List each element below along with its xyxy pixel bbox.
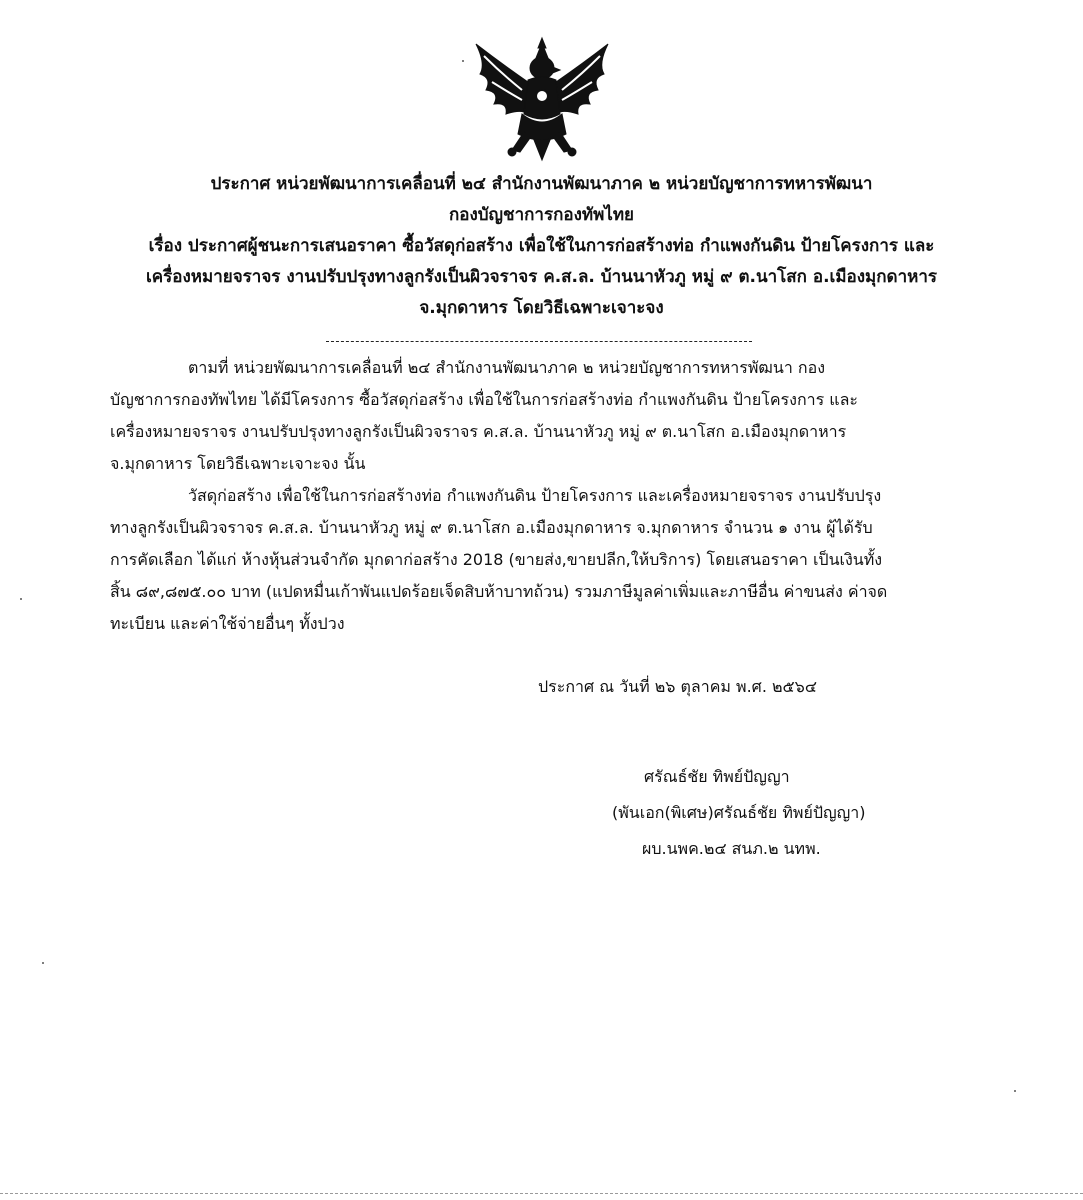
paragraph-1-line-2: บัญชาการกองทัพไทย ได้มีโครงการ ซื้อวัสดุก่อสร้าง เพื่อใช้ในการก่อสร้างท่อ กำแพงกันดิน ป้ายโครงการ และ xyxy=(110,390,859,409)
paragraph-1-line-1: ตามที่ หน่วยพัฒนาการเคลื่อนที่ ๒๔ สำนักงานพัฒนาภาค ๒ หน่วยบัญชาการทหารพัฒนา กอง xyxy=(188,358,825,377)
signature-name: ศรัณธ์ชัย ทิพย์ปัญญา xyxy=(644,767,790,786)
title-line-1: ประกาศ หน่วยพัฒนาการเคลื่อนที่ ๒๔ สำนักงานพัฒนาภาค ๒ หน่วยบัญชาการทหารพัฒนา xyxy=(210,174,873,194)
header-divider xyxy=(326,341,752,342)
scan-speck xyxy=(1014,1090,1016,1092)
scan-speck xyxy=(20,598,22,600)
scan-speck xyxy=(462,60,464,62)
paragraph-2-line-4: สิ้น ๘๙,๘๗๕.๐๐ บาท (แปดหมื่นเก้าพันแปดร้อยเจ็ดสิบห้าบาทถ้วน) รวมภาษีมูลค่าเพิ่มและภาษีอื่น ค่าขนส่ง ค่าจด xyxy=(110,582,888,601)
paragraph-1-line-4: จ.มุกดาหาร โดยวิธีเฉพาะเจาะจง นั้น xyxy=(110,454,366,473)
subject-line-2: เครื่องหมายจราจร งานปรับปรุงทางลูกรังเป็นผิวจราจร ค.ส.ล. บ้านนาหัวภู หมู่ ๙ ต.นาโสก อ.เมืองมุกดาหาร xyxy=(145,267,938,287)
announcement-date: ประกาศ ณ วันที่ ๒๖ ตุลาคม พ.ศ. ๒๕๖๔ xyxy=(538,677,817,696)
paragraph-2-line-3: การคัดเลือก ได้แก่ ห้างหุ้นส่วนจำกัด มุกดาก่อสร้าง 2018 (ขายส่ง,ขายปลีก,ให้บริการ) โดยเสนอราคา เป็นเงินทั้ง xyxy=(110,550,883,569)
scan-speck xyxy=(42,962,44,964)
title-line-2: กองบัญชาการกองทัพไทย xyxy=(448,205,635,225)
paragraph-2-line-2: ทางลูกรังเป็นผิวจราจร ค.ส.ล. บ้านนาหัวภู หมู่ ๙ ต.นาโสก อ.เมืองมุกดาหาร จ.มุกดาหาร จำนวน ๑ งาน ผู้ได้รับ xyxy=(110,518,873,537)
paragraph-1-line-3: เครื่องหมายจราจร งานปรับปรุงทางลูกรังเป็นผิวจราจร ค.ส.ล. บ้านนาหัวภู หมู่ ๙ ต.นาโสก อ.เมืองมุกดาหาร xyxy=(110,422,847,441)
scan-bottom-edge xyxy=(0,1193,1083,1195)
signatory-full-name: (พันเอก(พิเศษ)ศรัณธ์ชัย ทิพย์ปัญญา) xyxy=(612,803,866,822)
subject-line-1: เรื่อง ประกาศผู้ชนะการเสนอราคา ซื้อวัสดุก่อสร้าง เพื่อใช้ในการก่อสร้างท่อ กำแพงกันดิน ป้ายโครงการ และ xyxy=(148,236,935,256)
paragraph-2-line-1: วัสดุก่อสร้าง เพื่อใช้ในการก่อสร้างท่อ กำแพงกันดิน ป้ายโครงการ และเครื่องหมายจราจร งานปรับปรุง xyxy=(188,486,882,505)
subject-line-3: จ.มุกดาหาร โดยวิธีเฉพาะเจาะจง xyxy=(419,298,664,318)
signatory-position: ผบ.นพค.๒๔ สนภ.๒ นทพ. xyxy=(642,839,821,858)
garuda-emblem-icon xyxy=(462,34,622,164)
paragraph-2-line-5: ทะเบียน และค่าใช้จ่ายอื่นๆ ทั้งปวง xyxy=(110,614,345,633)
